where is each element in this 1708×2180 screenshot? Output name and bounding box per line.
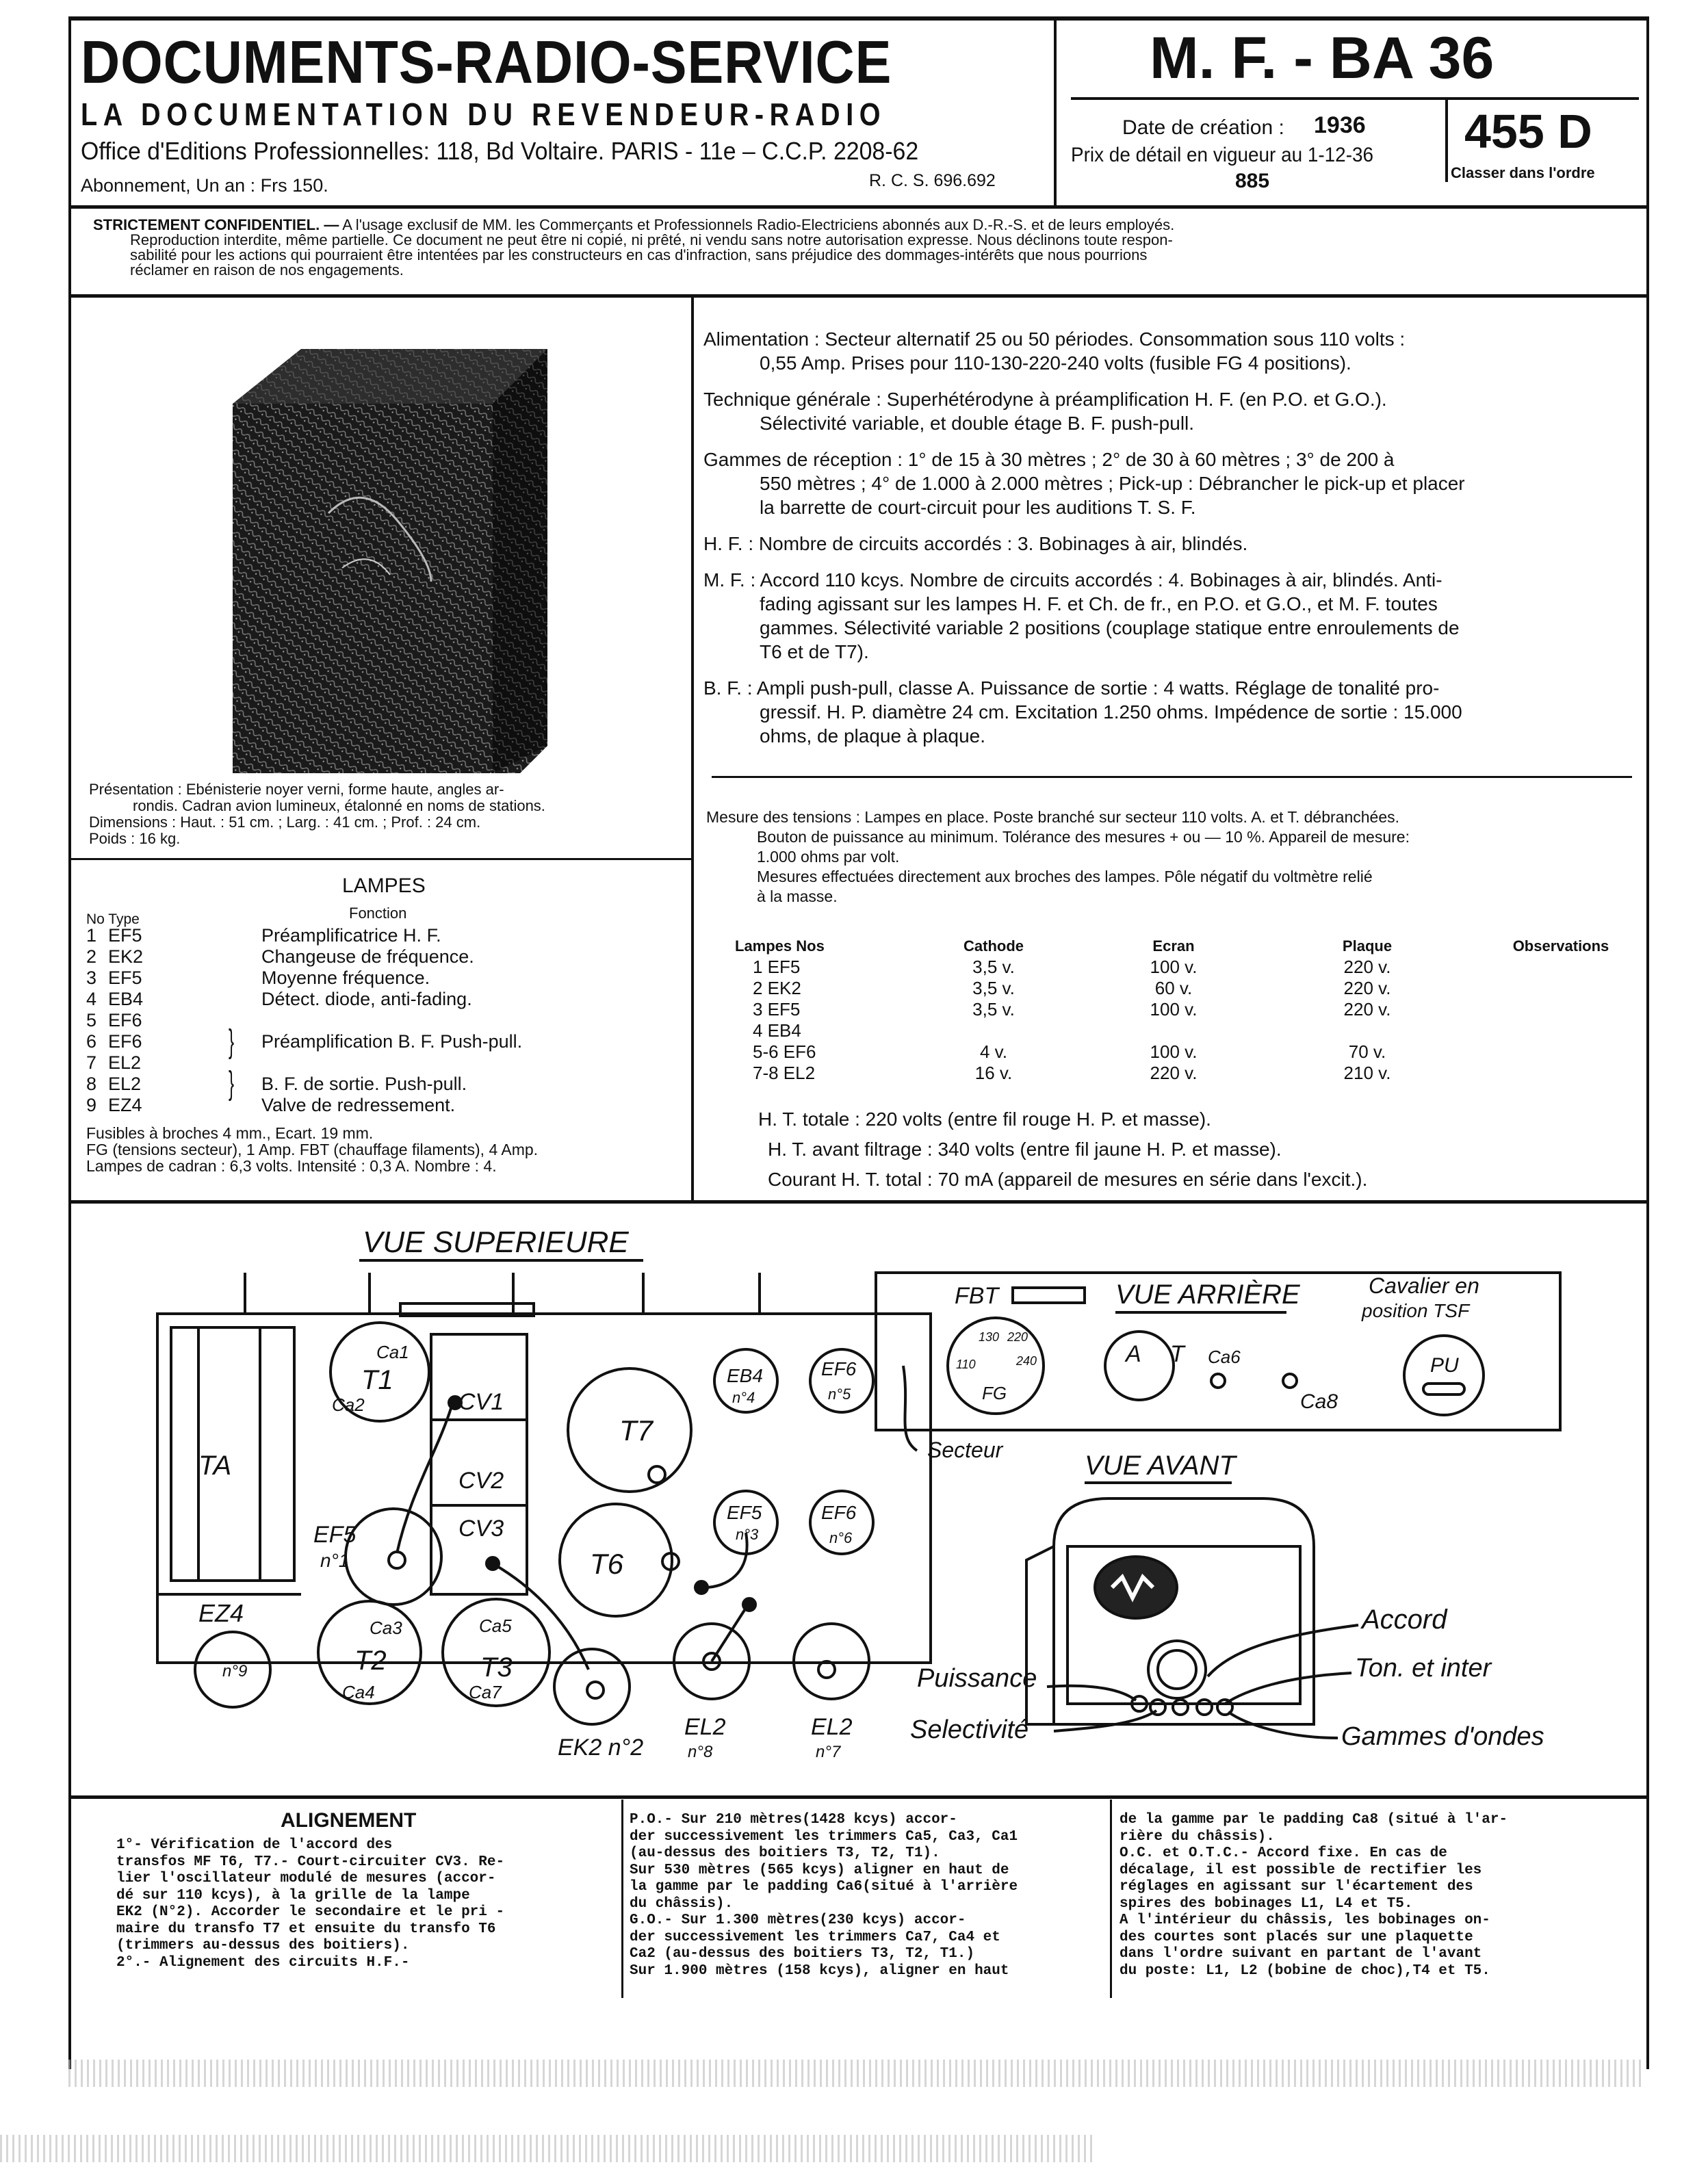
spec-line: fading agissant sur les lampes H. F. et Ch. de fr., en P.O. et G.O., et M. F. toutes [760,593,1438,614]
label-accord: Accord [1362,1605,1447,1635]
chassis-diagram [68,1204,1646,1786]
alignment-line: G.O.- Sur 1.300 mètres(230 kcys) accor- [630,1912,966,1928]
alignment-line: 1°- Vérification de l'accord des [116,1837,393,1853]
header-title: DOCUMENTS-RADIO-SERVICE [81,28,892,96]
alignment-line: dé sur 110 kcys), à la grille de la lampe [116,1887,470,1904]
radio-photo [205,342,561,780]
voltage-cathode: 3,5 v. [972,978,1015,998]
tube-EF5-1 [346,1509,441,1605]
lamp-fn: Changeuse de fréquence. [261,946,474,967]
alignment-line: des courtes sont placés sur une plaquette [1120,1929,1473,1945]
chassis-tabs [245,1273,760,1314]
alignment-line: dans l'ordre suivant en partant de l'avant [1120,1946,1482,1962]
lamps-title: LAMPES [342,874,426,897]
alignment-line: maire du transfo T7 et ensuite du transfo T6 [116,1921,496,1937]
measures-block [706,807,1410,907]
lamp-no: 1 [86,925,97,946]
lamp-type: EK2 [108,946,144,967]
alignment-line: EK2 (N°2). Accorder le secondaire et le pri - [116,1904,505,1920]
header-subscription: Abonnement, Un an : Frs 150. [81,175,328,196]
voltage-plaque: 70 v. [1348,1041,1386,1062]
notice-line: réclamer en raison de nos engagements. [130,261,404,278]
alignment-line: der successivement les trimmers Ca5, Ca3, Ca1 [630,1828,1018,1845]
notice-line: Reproduction interdite, même partielle. Ce document ne peut être ni copié, ni prêté, ni vendu sans notre autorisation expresse. Nous déclinons toute respon- [130,231,1173,248]
voltage-cathode: 3,5 v. [972,957,1015,977]
spec-line: la barrette de court-circuit pour les auditions T. S. F. [760,497,1196,518]
lamp-row [83,1095,525,1116]
fuse-line: FG (tensions secteur), 1 Amp. FBT (chauffage filaments), 4 Amp. [86,1141,539,1158]
spec-line: B. F. : Ampli push-pull, classe A. Puissance de sortie : 4 watts. Réglage de tonalité pro- [703,677,1440,699]
fuse-line: Fusibles à broches 4 mm., Ecart. 19 mm. [86,1124,374,1142]
lamp-fn [234,1052,525,1074]
voltage-plaque: 210 v. [1343,1063,1391,1083]
lamp-fn: Moyenne fréquence. [261,968,430,988]
svg-text:EL2: EL2 [811,1714,853,1740]
voltage-row [732,999,1649,1020]
voltage-header: Lampes Nos [735,937,825,955]
svg-text:T1: T1 [361,1365,393,1395]
presentation-line: Poids : 16 kg. [89,830,181,847]
svg-text:220: 220 [1007,1330,1028,1344]
spec-line: gressif. H. P. diamètre 24 cm. Excitation 1.250 ohms. Impédence de sortie : 15.000 [760,701,1462,723]
voltage-ecran: 100 v. [1150,957,1198,977]
price-value: 885 [1235,170,1270,192]
voltage-lamp: 5-6 EF6 [753,1041,816,1062]
alignment-line: Sur 530 mètres (565 kcys) aligner en haut de [630,1862,1009,1878]
lamp-no: 9 [86,1095,97,1115]
alignment-line: du châssis). [630,1895,734,1912]
lamp-row [83,1010,525,1031]
front-cabinet [1054,1498,1314,1724]
svg-text:Ca1: Ca1 [376,1342,409,1362]
voltage-header: Cathode [963,937,1024,955]
voltage-row [732,1063,1649,1084]
alignment-line: lier l'oscillateur modulé de mesures (accor- [116,1871,496,1886]
svg-text:Ca4: Ca4 [342,1682,375,1702]
spec-line: T6 et de T7). [760,641,869,662]
lamp-row [83,1031,525,1052]
transfo-TA [171,1327,294,1581]
label-selectivite: Selectivité [910,1715,1029,1744]
alignment-line: décalage, il est possible de rectifier les [1120,1862,1482,1878]
voltage-ecran: 60 v. [1154,978,1193,998]
creation-label: Date de création : [1122,116,1284,139]
svg-text:130: 130 [979,1330,1000,1344]
voltage-row [732,978,1649,999]
label-gammes: Gammes d'ondes [1341,1722,1544,1751]
alignment-line: la gamme par le padding Ca6(situé à l'arrière [630,1879,1018,1895]
alignment-line: A l'intérieur du châssis, les bobinages on- [1120,1912,1490,1928]
svg-text:Ca2: Ca2 [332,1394,365,1415]
spec-line: Technique générale : Superhétérodyne à préamplification H. F. (en P.O. et G.O.). [703,389,1387,410]
rear-view-title: VUE ARRIÈRE [1115,1280,1300,1310]
voltage-row [732,1041,1649,1063]
voltage-plaque [1262,1020,1473,1041]
price-label: Prix de détail en vigueur au 1-12-36 [1071,144,1374,166]
confidential-notice [93,218,1640,278]
scan-noise [68,2060,1642,2087]
fuses-block [86,1125,538,1174]
voltage-lamp: 4 EB4 [753,1020,801,1041]
voltage-lamp: 3 EF5 [753,999,801,1020]
alignment-line: transfos MF T6, T7.- Court-circuiter CV3. Re- [116,1854,505,1870]
svg-text:Ca6: Ca6 [1208,1347,1241,1367]
svg-text:n°8: n°8 [688,1743,713,1761]
svg-text:EK2 n°2: EK2 n°2 [558,1735,644,1761]
alignment-line: der successivement les trimmers Ca7, Ca4 et [630,1929,1000,1945]
svg-text:Ca5: Ca5 [479,1615,512,1636]
lamp-fn: Préamplification B. F. Push-pull. [261,1031,523,1052]
svg-text:240: 240 [1016,1354,1037,1368]
svg-text:EL2: EL2 [684,1714,726,1740]
notice-line: A l'usage exclusif de MM. les Commerçants et Professionnels Radio-Electriciens abonnés aux D.-R.-S. et de leurs employés. [342,216,1175,233]
voltage-plaque: 220 v. [1343,978,1391,998]
tube-EK2 [554,1649,630,1724]
brace-icon: } [229,1024,235,1060]
svg-text:FG: FG [982,1383,1007,1403]
svg-text:position TSF: position TSF [1362,1300,1470,1321]
spec-line: 550 mètres ; 4° de 1.000 à 2.000 mètres ; Pick-up : Débrancher le pick-up et placer [760,473,1465,494]
lamp-no: 8 [86,1074,97,1094]
measure-line: Mesures effectuées directement aux broches des lampes. Pôle négatif du voltmètre relié [757,868,1373,885]
lamp-type: EF6 [108,1031,142,1052]
lamp-row [83,1052,525,1074]
svg-text:110: 110 [956,1358,976,1371]
lamp-no: 4 [86,989,97,1009]
svg-text:EF5: EF5 [313,1522,357,1548]
voltage-table [732,936,1649,1084]
voltage-cathode [902,1020,1085,1041]
svg-text:Ca7: Ca7 [469,1682,502,1702]
spec-line: H. F. : Nombre de circuits accordés : 3. Bobinages à air, blindés. [703,533,1248,554]
ht-line: H. T. totale : 220 volts (entre fil rouge H. P. et masse). [758,1108,1211,1130]
lamp-type: EL2 [108,1074,142,1094]
svg-text:EF6: EF6 [821,1358,857,1379]
alignment-col-1 [116,1837,504,1971]
label-TA: TA [198,1451,232,1481]
voltage-ecran: 100 v. [1150,1041,1198,1062]
svg-text:n°7: n°7 [816,1743,841,1761]
svg-text:CV2: CV2 [458,1468,504,1494]
alignment-line: P.O.- Sur 210 mètres(1428 kcys) accor- [630,1812,957,1828]
spec-line: M. F. : Accord 110 kcys. Nombre de circuits accordés : 4. Bobinages à air, blindés. Anti- [703,569,1442,591]
alignment-col-3 [1120,1812,1508,1980]
svg-text:T: T [1170,1341,1185,1367]
front-view-title: VUE AVANT [1085,1451,1236,1481]
header-office: Office d'Editions Professionnelles: 118, Bd Voltaire. PARIS - 11e – C.C.P. 2208-62 [81,137,919,165]
alignment-line: spires des bobinages L1, L4 et T5. [1120,1895,1413,1912]
svg-text:Ca3: Ca3 [370,1618,402,1638]
lamp-fn: Préamplificatrice H. F. [261,925,441,946]
notice-line: sabilité pour les actions qui pourraient être intentées par les constructeurs en cas d'infraction, sans préjudice des dommages-intérêts que nous pourrions [130,246,1148,263]
svg-text:n°4: n°4 [732,1389,755,1406]
svg-text:n°3: n°3 [736,1526,759,1543]
doc-number: 455 D [1464,105,1592,158]
lamp-no: 7 [86,1052,97,1073]
lamp-row [83,989,525,1010]
presentation-block [89,781,545,847]
svg-text:A: A [1126,1341,1141,1367]
lamp-row [83,1074,525,1095]
variable-capacitor-block [431,1334,527,1594]
model-title: M. F. - BA 36 [1150,25,1494,91]
voltage-row [732,957,1649,978]
voltage-lamp: 2 EK2 [753,978,801,998]
svg-text:FBT: FBT [955,1283,999,1309]
spec-line: gammes. Sélectivité variable 2 positions (couplage statique entre enroulements de [760,617,1460,638]
svg-text:n°6: n°6 [829,1529,853,1546]
svg-text:T2: T2 [354,1646,387,1676]
lamp-row [83,946,525,968]
alignment-line: (trimmers au-dessus des boitiers). [116,1938,410,1954]
lamp-no: 2 [86,946,97,967]
voltage-lamp: 7-8 EL2 [753,1063,816,1083]
alignment-line: rière du châssis). [1120,1828,1275,1845]
svg-text:EB4: EB4 [727,1365,763,1386]
voltage-header: Plaque [1342,937,1393,955]
presentation-line: Présentation : Ebénisterie noyer verni, forme haute, angles ar- [89,781,504,798]
measure-line: Mesure des tensions : Lampes en place. Poste branché sur secteur 110 volts. A. et T. débranchées. [706,808,1400,826]
svg-text:n°9: n°9 [222,1662,248,1681]
label-tone: Ton. et inter [1355,1654,1492,1683]
lamp-fn [234,1010,525,1031]
lamp-type: EB4 [108,989,144,1009]
lamp-type: EF6 [108,1010,142,1030]
notice-heading: STRICTEMENT CONFIDENTIEL. — [93,216,339,233]
svg-text:T7: T7 [619,1414,654,1446]
svg-text:PU: PU [1430,1354,1459,1377]
svg-text:n°5: n°5 [828,1386,851,1403]
measure-line: à la masse. [757,887,838,905]
alignment-line: Ca2 (au-dessus des boitiers T3, T2, T1.) [630,1946,975,1962]
lamp-no: 5 [86,1010,97,1030]
header-rcs: R. C. S. 696.692 [869,171,996,190]
lamps-col-notype: No Type [86,911,140,927]
spec-line: 0,55 Amp. Prises pour 110-130-220-240 volts (fusible FG 4 positions). [760,352,1351,374]
voltage-plaque: 220 v. [1343,999,1391,1020]
alignment-line: (au-dessus des boitiers T3, T2, T1). [630,1845,940,1861]
lamp-type: EL2 [108,1052,142,1073]
spec-line: Sélectivité variable, et double étage B. F. push-pull. [760,413,1195,434]
alignment-line: de la gamme par le padding Ca8 (situé à l'ar- [1120,1812,1508,1828]
spec-line: Gammes de réception : 1° de 15 à 30 mètres ; 2° de 30 à 60 mètres ; 3° de 200 à [703,449,1395,470]
presentation-line: Dimensions : Haut. : 51 cm. ; Larg. : 41 cm. ; Prof. : 24 cm. [89,814,481,831]
ht-block [758,1104,1367,1195]
ht-line: Courant H. T. total : 70 mA (appareil de mesures en série dans l'excit.). [768,1169,1368,1190]
brace-icon: } [229,1065,235,1102]
presentation-line: rondis. Cadran avion lumineux, étalonné en noms de stations. [133,797,545,814]
creation-year: 1936 [1314,112,1366,138]
alignment-line: Sur 1.900 mètres (158 kcys), aligner en haut [630,1962,1009,1979]
alignment-line: 2°.- Alignement des circuits H.F.- [116,1954,410,1971]
classify-label: Classer dans l'ordre [1451,164,1595,181]
lamp-fn: Valve de redressement. [261,1095,456,1115]
voltage-row [732,1020,1649,1041]
top-view-title: VUE SUPERIEURE [363,1225,629,1259]
label-puissance: Puissance [917,1664,1037,1693]
lamp-row [83,968,525,989]
measure-line: Bouton de puissance au minimum. Tolérance des mesures + ou — 10 %. Appareil de mesure: [757,828,1410,846]
lamp-no: 3 [86,968,97,988]
voltage-ecran: 100 v. [1150,999,1198,1020]
lamp-fn: B. F. de sortie. Push-pull. [261,1074,467,1094]
alignment-line: réglages en agissant sur l'écartement des [1120,1879,1473,1895]
lamps-table [83,925,525,1116]
fuse-line: Lampes de cadran : 6,3 volts. Intensité : 0,3 A. Nombre : 4. [86,1157,497,1175]
spec-line: Alimentation : Secteur alternatif 25 ou 50 périodes. Consommation sous 110 volts : [703,328,1406,350]
svg-text:CV3: CV3 [458,1516,504,1542]
spec-line: ohms, de plaque à plaque. [760,725,986,747]
voltage-cathode: 4 v. [980,1041,1007,1062]
lamp-type: EZ4 [108,1095,142,1115]
svg-text:EZ4: EZ4 [198,1599,244,1627]
svg-text:Cavalier en: Cavalier en [1369,1273,1479,1298]
voltage-header: Ecran [1152,937,1195,955]
voltage-ecran: 220 v. [1150,1063,1198,1083]
specs-block [703,327,1641,748]
alignment-line: O.C. et O.T.C.- Accord fixe. En cas de [1120,1845,1447,1861]
svg-text:EF5: EF5 [727,1502,762,1523]
header-subtitle: LA DOCUMENTATION DU REVENDEUR-RADIO [81,96,887,132]
ht-line: H. T. avant filtrage : 340 volts (entre fil jaune H. P. et masse). [768,1139,1282,1160]
voltage-lamp: 1 EF5 [753,957,801,977]
alignment-col-2 [630,1812,1018,1980]
voltage-ecran [1085,1020,1262,1041]
svg-text:CV1: CV1 [458,1389,504,1415]
lamp-fn: Détect. diode, anti-fading. [261,989,472,1009]
voltage-cathode: 16 v. [974,1063,1013,1083]
lamp-no: 6 [86,1031,97,1052]
voltage-plaque: 220 v. [1343,957,1391,977]
voltage-cathode: 3,5 v. [972,999,1015,1020]
voltage-header: Observations [1512,937,1609,955]
scan-noise [0,2135,1095,2162]
mains-label: Secteur [927,1438,1003,1462]
svg-text:T3: T3 [480,1652,513,1683]
lamp-row [83,925,525,946]
alignment-line: du poste: L1, L2 (bobine de choc),T4 et T5. [1120,1962,1490,1979]
lamp-type: EF5 [108,968,142,988]
svg-text:n°1: n°1 [320,1550,350,1571]
lamps-col-function: Fonction [349,905,407,922]
measure-line: 1.000 ohms par volt. [757,848,900,866]
alignment-title: ALIGNEMENT [281,1809,417,1832]
svg-text:T6: T6 [590,1548,624,1580]
svg-text:Ca8: Ca8 [1300,1390,1338,1413]
svg-text:EF6: EF6 [821,1502,857,1523]
lamp-type: EF5 [108,925,142,946]
